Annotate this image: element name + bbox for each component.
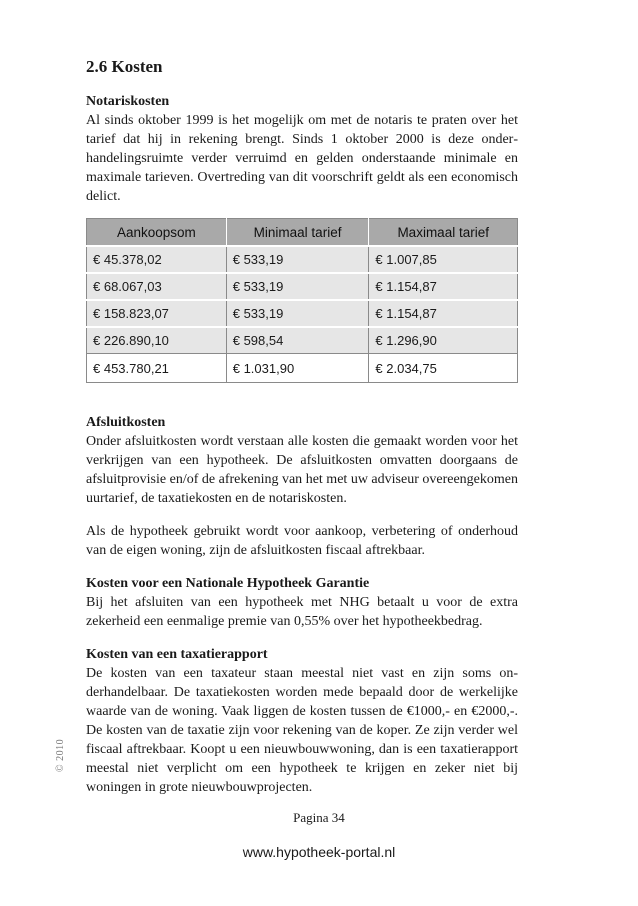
cell-aankoopsom: € 158.823,07	[87, 300, 227, 327]
tarief-table	[86, 218, 518, 383]
table-row	[87, 246, 518, 273]
nhg-heading: Kosten voor een Nationale Hypotheek Garantie	[86, 576, 370, 591]
table-row	[87, 300, 518, 327]
cell-aankoopsom: € 45.378,02	[87, 246, 227, 273]
cell-maximaal: € 2.034,75	[369, 354, 518, 383]
table-row	[87, 354, 518, 383]
cell-maximaal: € 1.154,87	[369, 273, 518, 300]
nhg-text: Bij het afsluiten van een hypotheek met NHG betaalt u voor de extra zekerheid een eenmalige premie van 0,55% over het hypotheekbedrag.	[86, 595, 518, 629]
section-title: 2.6 Kosten	[86, 57, 163, 76]
afsluitkosten-heading: Afsluitkosten	[86, 415, 166, 430]
cell-maximaal: € 1.296,90	[369, 327, 518, 354]
cell-aankoopsom: € 68.067,03	[87, 273, 227, 300]
cell-minimaal: € 533,19	[226, 273, 369, 300]
header-minimaal: Minimaal tarief	[226, 219, 369, 247]
table-header-row	[87, 219, 518, 247]
cell-minimaal: € 1.031,90	[226, 354, 369, 383]
cell-minimaal: € 533,19	[226, 246, 369, 273]
notariskosten-text: Al sinds oktober 1999 is het mogelijk om met de notaris te praten over het tarief dat hij in rekening brengt. Sinds 1 oktober 2000 is deze onderhandelingsruimte verder verruimd en gelden onderstaande minimale en maximale tarieven. Overtreding van dit voorschrift geldt als een economisch delict.	[86, 113, 518, 204]
cell-minimaal: € 598,54	[226, 327, 369, 354]
cell-minimaal: € 533,19	[226, 300, 369, 327]
page-number: Pagina 34	[293, 810, 345, 825]
table-row	[87, 273, 518, 300]
taxatie-heading: Kosten van een taxatierapport	[86, 647, 268, 662]
header-aankoopsom: Aankoopsom	[87, 219, 227, 247]
cell-maximaal: € 1.154,87	[369, 300, 518, 327]
afsluitkosten-text-2: Als de hypotheek gebruikt wordt voor aankoop, verbetering of onderhoud van de eigen woning, zijn de afsluitkosten fiscaal aftrekbaar.	[86, 524, 518, 558]
cell-aankoopsom: € 453.780,21	[87, 354, 227, 383]
taxatie-text: De kosten van een taxateur staan meestal niet vast en zijn soms onderhandelbaar. De taxatiekosten worden mede bepaald door de werkelijke waarde van de woning. Vaak liggen de kosten tussen de €1000,- en €2000,-. De kosten van de taxatie zijn voor rekening van de koper. Ze zijn verder wel fiscaal aftrekbaar. Koopt u een nieuwbouwwoning, dan is een taxatierapport meestal niet verplicht om een hypotheek te krijgen en zeker niet bij woningen in grote nieuwbouwprojecten.	[86, 666, 518, 795]
cell-maximaal: € 1.007,85	[369, 246, 518, 273]
table-row	[87, 327, 518, 354]
cell-aankoopsom: € 226.890,10	[87, 327, 227, 354]
header-maximaal: Maximaal tarief	[369, 219, 518, 247]
page-content	[86, 56, 518, 797]
website-url: www.hypotheek-portal.nl	[242, 844, 396, 860]
notariskosten-heading: Notariskosten	[86, 94, 170, 109]
afsluitkosten-text: Onder afsluitkosten wordt verstaan alle kosten die gemaakt worden voor het verkrijgen van een hypotheek. De afsluitkosten omvatten doorgaans de afsluitprovisie en/of de afrekening van het met uw adviseur overeengekomen uurtarief, de taxatiekosten en de notariskosten.	[86, 434, 518, 506]
copyright-notice: © 2010	[55, 738, 66, 772]
